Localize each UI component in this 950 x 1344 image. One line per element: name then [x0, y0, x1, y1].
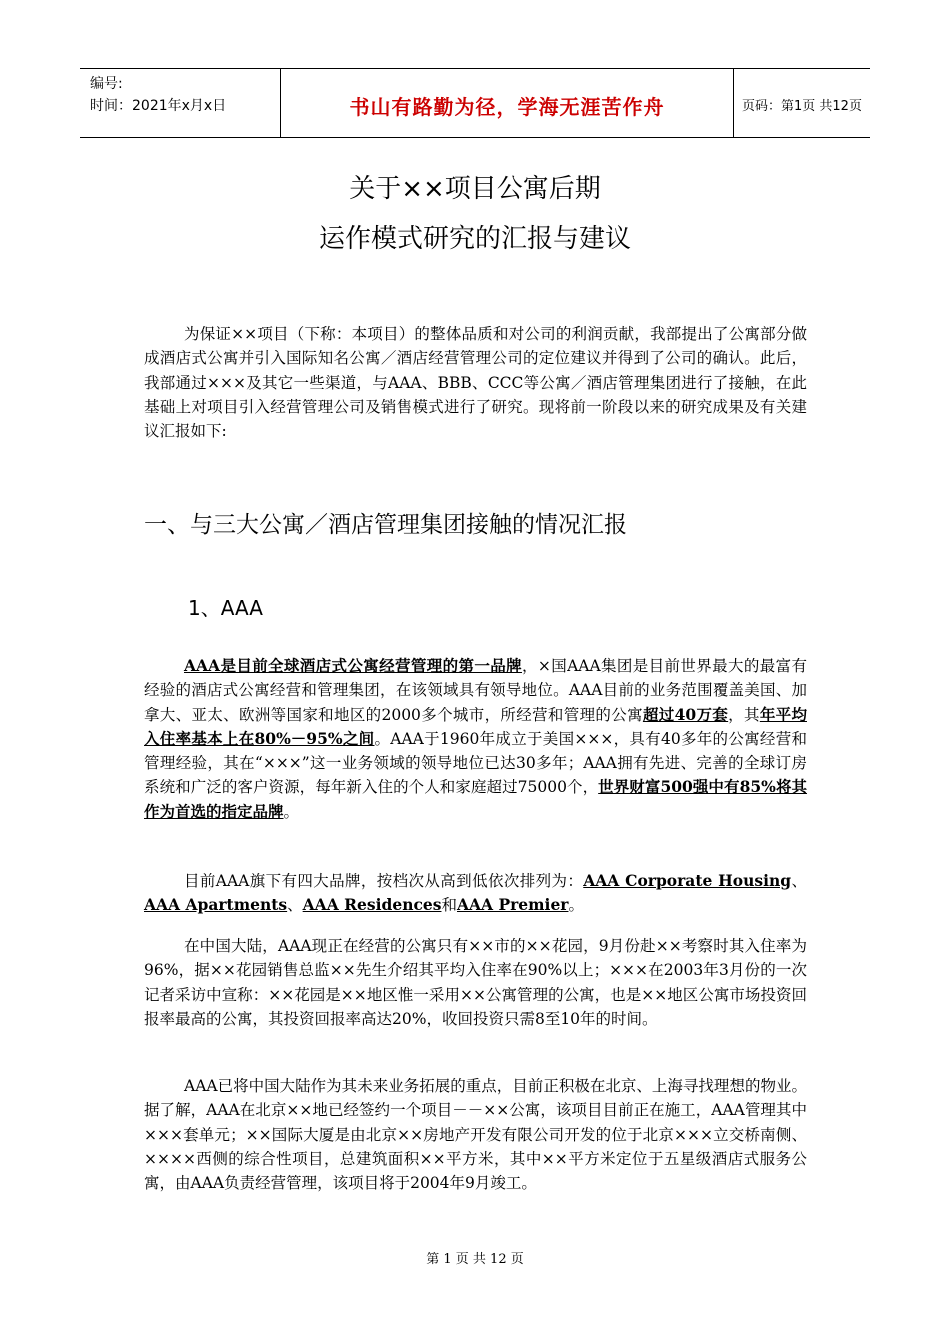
brand-residences: AAA Residences [302, 895, 442, 915]
header-page-cell [734, 69, 870, 137]
brand-corporate-housing: AAA Corporate Housing [583, 871, 792, 890]
header-motto-cell [281, 69, 734, 137]
subsection-heading: 1、AAA [188, 596, 263, 620]
body-text: ，其 [728, 705, 760, 724]
intro-paragraph: 为保证××项目（下称：本项目）的整体品质和对公司的利润贡献，我部提出了公寓部分做成酒店式公寓并引入国际知名公寓／酒店经营管理公司的定位建议并得到了公司的确认。此后，我部通过×××及其它一些渠道，与AAA、BBB、CCC等公寓／酒店管理集团进行了接触，在此基础上对项目引入经营管理公司及销售模式进行了研究。现将前一阶段以来的研究成果及有关建议汇报如下: [144, 325, 807, 441]
aaa-brands-paragraph [144, 869, 807, 918]
number-label: 编号: [90, 76, 123, 92]
document-title-line2: 运作模式研究的汇报与建议 [318, 224, 631, 254]
time-label: 时间：2021年x月x日 [90, 98, 227, 114]
body-text: ，×国AAA集团是目前世界最大的最富有经验的酒店式公寓经营和管理集团，在该领域具有领导地位。AAA目前的业务范围覆盖美国、加拿大、亚太、欧洲等国家和地区的2000多个城市，所经营和管理的公寓 [144, 657, 807, 724]
highlight-apartments-count: 超过40万套 [642, 704, 729, 724]
separator: 。 [568, 896, 584, 915]
section-heading: 一、与三大公寓／酒店管理集团接触的情况汇报 [144, 512, 627, 538]
motto-text: 书山有路勤为径，学海无涯苦作舟 [349, 95, 665, 119]
aaa-overview-paragraph [144, 654, 807, 824]
page-footer: 第 1 页 共 12 页 [426, 1252, 524, 1267]
highlight-occupancy: 年平均入住率基本上在80%－95%之间 [144, 704, 807, 748]
body-text: 。AAA于1960年成立于美国×××，具有40多年的公寓经营和管理经验，其在“×××”这一业务领域的领导地位已达30多年；AAA拥有先进、完善的全球订房系统和广泛的客户资源，每年新入住的个人和家庭超过75000个， [144, 729, 807, 797]
separator: 和 [441, 896, 457, 915]
document-header-table [80, 68, 870, 138]
brand-apartments: AAA Apartments [144, 895, 288, 915]
brand-premier: AAA Premier [457, 895, 569, 915]
body-text: 。 [283, 802, 300, 821]
document-title-line1: 关于××项目公寓后期 [349, 174, 601, 204]
separator: 、 [791, 872, 807, 890]
page-info: 页码：第1页 共12页 [742, 99, 862, 114]
body-text: 目前AAA旗下有四大品牌，按档次从高到低依次排列为： [184, 872, 584, 890]
header-meta-cell [80, 69, 281, 137]
expansion-paragraph: AAA已将中国大陆作为其未来业务拓展的重点，目前正积极在北京、上海寻找理想的物业。据了解，AAA在北京××地已经签约一个项目－－××公寓，该项目目前正在施工，AAA管理其中×××套单元；××国际大厦是由北京××房地产开发有限公司开发的位于北京×××立交桥南侧、××××西侧的综合性项目，总建筑面积××平方米，其中××平方米定位于五星级酒店式服务公寓，由AAA负责经营管理，该项目将于2004年9月竣工。 [144, 1077, 807, 1193]
separator: 、 [287, 896, 303, 915]
highlight-first-brand: AAA是目前全球酒店式公寓经营管理的第一品牌 [184, 656, 522, 675]
china-operations-paragraph: 在中国大陆，AAA现正在经营的公寓只有××市的××花园，9月份赴××考察时其入住率为96%，据××花园销售总监××先生介绍其平均入住率在90%以上；×××在2003年3月份的一次记者采访中宣称：××花园是××地区惟一采用××公寓管理的公寓，也是××地区公寓市场投资回报率最高的公寓，其投资回报率高达20%，收回投资只需8至10年的时间。 [144, 937, 807, 1028]
highlight-fortune500: 世界财富500强中有85%将其作为首选的指定品牌 [144, 777, 808, 821]
